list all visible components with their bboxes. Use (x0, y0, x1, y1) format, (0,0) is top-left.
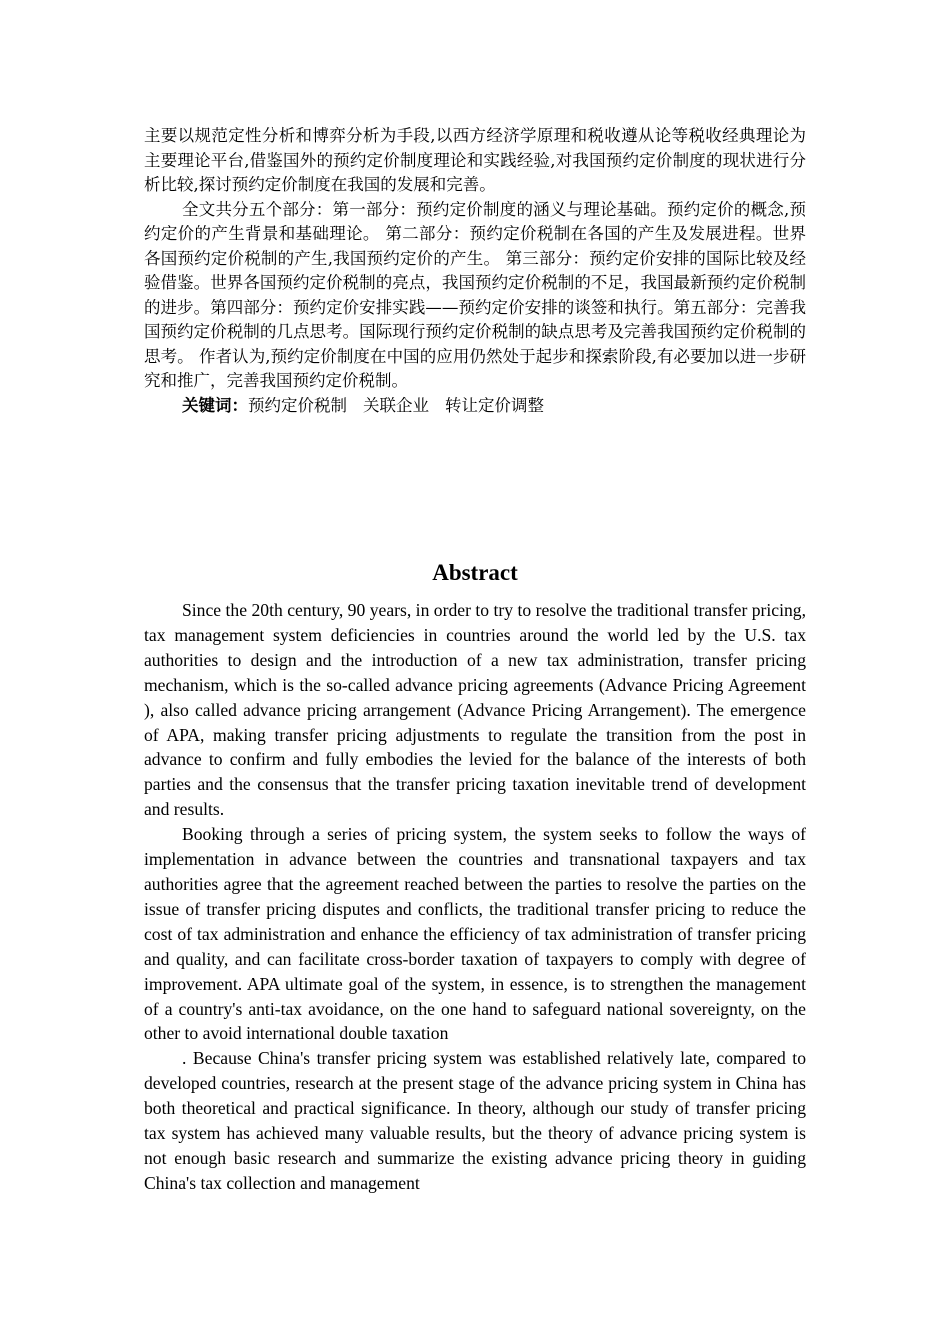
chinese-paragraph-2: 全文共分五个部分：第一部分：预约定价制度的涵义与理论基础。预约定价的概念,预约定价的产生背景和基础理论。 第二部分：预约定价税制在各国的产生及发展进程。世界各国预约定价税制的产生,我国预约定价的产生。 第三部分：预约定价安排的国际比较及经验借鉴。世界各国预约定价税制的亮点，我国预约定价税制的不足，我国最新预约定价税制的进步。第四部分：预约定价安排实践——预约定价安排的谈签和执行。第五部分：完善我国预约定价税制的几点思考。国际现行预约定价税制的缺点思考及完善我国预约定价税制的思考。 作者认为,预约定价制度在中国的应用仍然处于起步和探索阶段,有必要加以进一步研究和推广，完善我国预约定价税制。 (144, 199, 806, 390)
chinese-abstract-section (144, 124, 806, 418)
english-abstract-section (144, 598, 806, 1196)
keywords-line (144, 394, 806, 419)
keyword-2: 关联企业 (363, 395, 429, 415)
english-paragraph-2: Booking through a series of pricing system, the system seeks to follow the ways of implementation in advance between the countries and transnational taxpayers and tax authorities agree that the agreement reached between the parties to resolve the parties on the issue of transfer pricing disputes and conflicts, the traditional transfer pricing to reduce the cost of tax administration and enhance the efficiency of tax administration of transfer pricing and quality, and can facilitate cross-border taxation of taxpayers to comply with degree of improvement. APA ultimate goal of the system, in essence, is to strengthen the management of a country's anti-tax avoidance, on the one hand to safeguard national sovereignty, on the other to avoid international double taxation (144, 824, 806, 1044)
keyword-1: 预约定价税制 (248, 395, 347, 415)
english-paragraph-3: . Because China's transfer pricing system was established relatively late, compared to developed countries, research at the present stage of the advance pricing system in China has both theoretical and practical significance. In theory, although our study of transfer pricing tax system has achieved many valuable results, but the theory of advance pricing system is not enough basic research and summarize the existing advance pricing theory in guiding China's tax collection and management (144, 1048, 806, 1193)
abstract-heading: Abstract (432, 560, 518, 585)
chinese-paragraph-1: 主要以规范定性分析和博弈分析为手段,以西方经济学原理和税收遵从论等税收经典理论为主要理论平台,借鉴国外的预约定价制度理论和实践经验,对我国预约定价制度的现状进行分析比较,探讨预约定价制度在我国的发展和完善。 (144, 126, 806, 194)
english-paragraph-1: Since the 20th century, 90 years, in order to try to resolve the traditional transfer pricing, tax management system deficiencies in countries around the world led by the U.S. tax authorities to design and the introduction of a new tax administration, transfer pricing mechanism, which is the so-called advance pricing agreements (Advance Pricing Agreement ), also called advance pricing arrangement (Advance Pricing Arrangement). The emergence of APA, making transfer pricing adjustments to regulate the transition from the post in advance to confirm and fully embodies the levied for the balance of the interests of both parties and the consensus that the transfer pricing taxation inevitable trend of development and results. (144, 600, 806, 820)
keywords-label: 关键词： (182, 395, 248, 415)
keyword-3: 转让定价调整 (445, 395, 544, 415)
